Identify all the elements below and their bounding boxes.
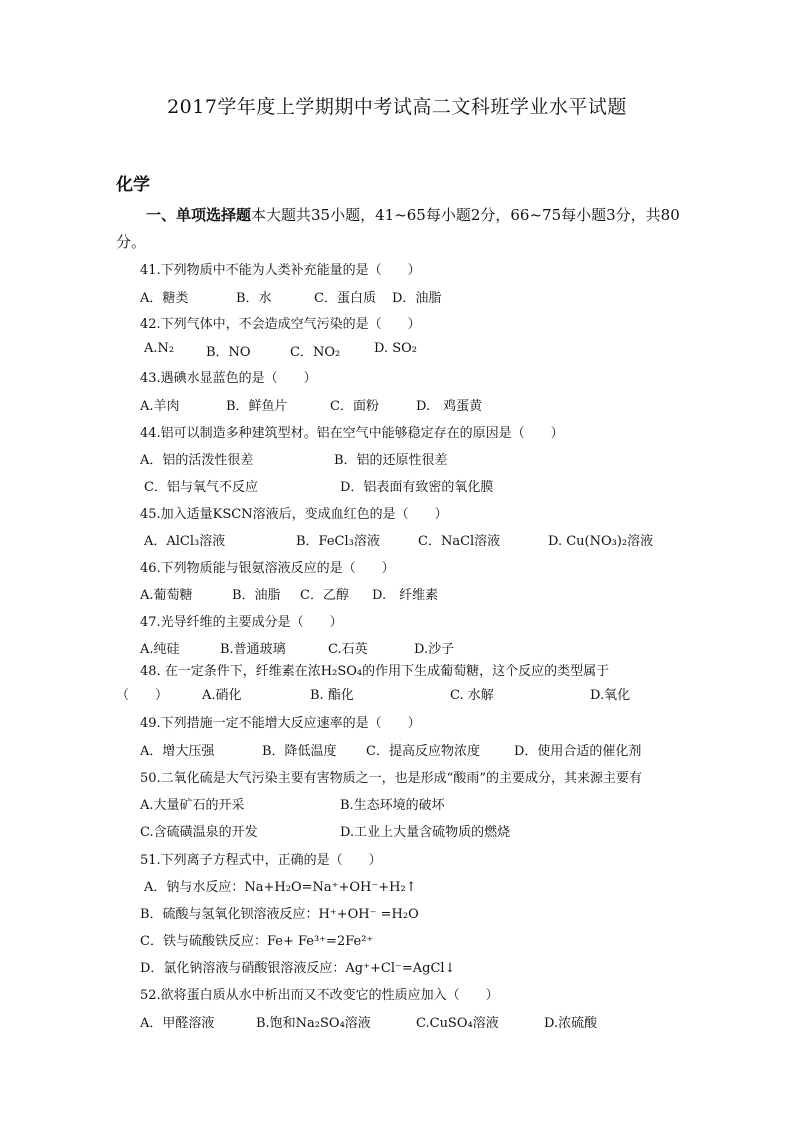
option: B．油脂 (232, 588, 281, 603)
option: B．FeCl₃溶液 (296, 534, 380, 549)
option: B.饱和Na₂SO₄溶液 (256, 1016, 371, 1031)
option: A．增大压强 (140, 744, 215, 759)
option: D．油脂 (392, 291, 442, 306)
option: D. SO₂ (374, 341, 417, 356)
question-stem: 45.加入适量KSCN溶液后，变成血红色的是（ ） (140, 507, 448, 522)
option: C.石英 (328, 642, 368, 657)
option: A.羊肉 (140, 399, 180, 414)
section-heading: 一、单项选择题 (146, 206, 252, 224)
option: D. Cu(NO₃)₂溶液 (548, 534, 654, 549)
section-description: 本大题共35小题，41~65每小题2分，66~75每小题3分，共80分。 (116, 206, 680, 251)
option: A．糖类 (140, 291, 189, 306)
option: D.工业上大量含硫物质的燃烧 (340, 825, 511, 840)
option: A．AlCl₃溶液 (144, 534, 226, 549)
option: C．NaCl溶液 (418, 534, 501, 549)
question-stem-continued: （ ） (116, 688, 169, 703)
option: D. 纤维素 (372, 588, 439, 603)
option: A.葡萄糖 (140, 588, 193, 603)
question-stem: 46.下列物质能与银氨溶液反应的是（ ） (140, 561, 395, 576)
option: B．水 (236, 291, 272, 306)
question-stem: 42.下列气体中，不会造成空气污染的是（ ） (140, 317, 421, 332)
question-stem: 49.下列措施一定不能增大反应速率的是（ ） (140, 716, 421, 731)
option: A.硝化 (202, 688, 242, 703)
option: A．钠与水反应：Na+H₂O=Na⁺+OH⁻+H₂↑ (144, 880, 417, 895)
question-stem: 43.遇碘水显蓝色的是（ ） (140, 371, 317, 386)
option: C.CuSO₄溶液 (416, 1016, 499, 1031)
option: A.N₂ (144, 341, 175, 356)
option: B.生态环境的破坏 (340, 798, 445, 813)
option: D.沙子 (414, 642, 455, 657)
option: B. 酯化 (310, 688, 354, 703)
option: C.含硫磺温泉的开发 (140, 825, 258, 840)
option: C. 水解 (450, 688, 494, 703)
option: D．铝表面有致密的氧化膜 (340, 480, 494, 495)
option: A.纯硅 (140, 642, 180, 657)
option: B．硫酸与氢氧化钡溶液反应：H⁺+OH⁻ =H₂O (140, 907, 419, 922)
option: D．氯化钠溶液与硝酸银溶液反应：Ag⁺+Cl⁻=AgCl↓ (140, 961, 456, 976)
option: C．铁与硫酸铁反应：Fe+ Fe³⁺=2Fe²⁺ (140, 934, 374, 949)
section-intro (116, 202, 681, 256)
option: C．蛋白质 (314, 291, 376, 306)
option: A.大量矿石的开采 (140, 798, 245, 813)
question-stem: 44.铝可以制造多种建筑型材。铝在空气中能够稳定存在的原因是（ ） (140, 426, 564, 441)
option: B．NO (206, 345, 251, 360)
option: C．提高反应物浓度 (366, 744, 480, 759)
question-stem: 48. 在一定条件下，纤维素在浓H₂SO₄的作用下生成葡萄糖，这个反应的类型属于 (140, 664, 610, 679)
option: A．铝的活泼性很差 (140, 453, 254, 468)
option: D.氧化 (590, 688, 631, 703)
option: B．降低温度 (262, 744, 337, 759)
option: B．铝的还原性很差 (334, 453, 448, 468)
option: D.浓硫酸 (544, 1016, 598, 1031)
subject-heading: 化学 (116, 175, 150, 195)
option: D. 鸡蛋黄 (416, 399, 483, 414)
option: B．鲜鱼片 (226, 399, 288, 414)
question-stem: 41.下列物质中不能为人类补充能量的是（ ） (140, 263, 421, 278)
option: C．乙醇 (300, 588, 349, 603)
option: C．铝与氧气不反应 (144, 480, 258, 495)
option: B.普通玻璃 (220, 642, 286, 657)
question-stem: 50.二氧化硫是大气污染主要有害物质之一，也是形成“酸雨”的主要成分，其来源主要有 (140, 771, 642, 786)
option: A．甲醛溶液 (140, 1016, 215, 1031)
page-title: 2017学年度上学期期中考试高二文科班学业水平试题 (167, 96, 627, 118)
question-stem: 47.光导纤维的主要成分是（ ） (140, 615, 343, 630)
question-stem: 51.下列离子方程式中，正确的是（ ） (140, 853, 382, 868)
option: D．使用合适的催化剂 (514, 744, 642, 759)
option: C．面粉 (330, 399, 379, 414)
option: C．NO₂ (290, 345, 341, 360)
question-stem: 52.欲将蛋白质从水中析出而又不改变它的性质应加入（ ） (140, 988, 499, 1003)
